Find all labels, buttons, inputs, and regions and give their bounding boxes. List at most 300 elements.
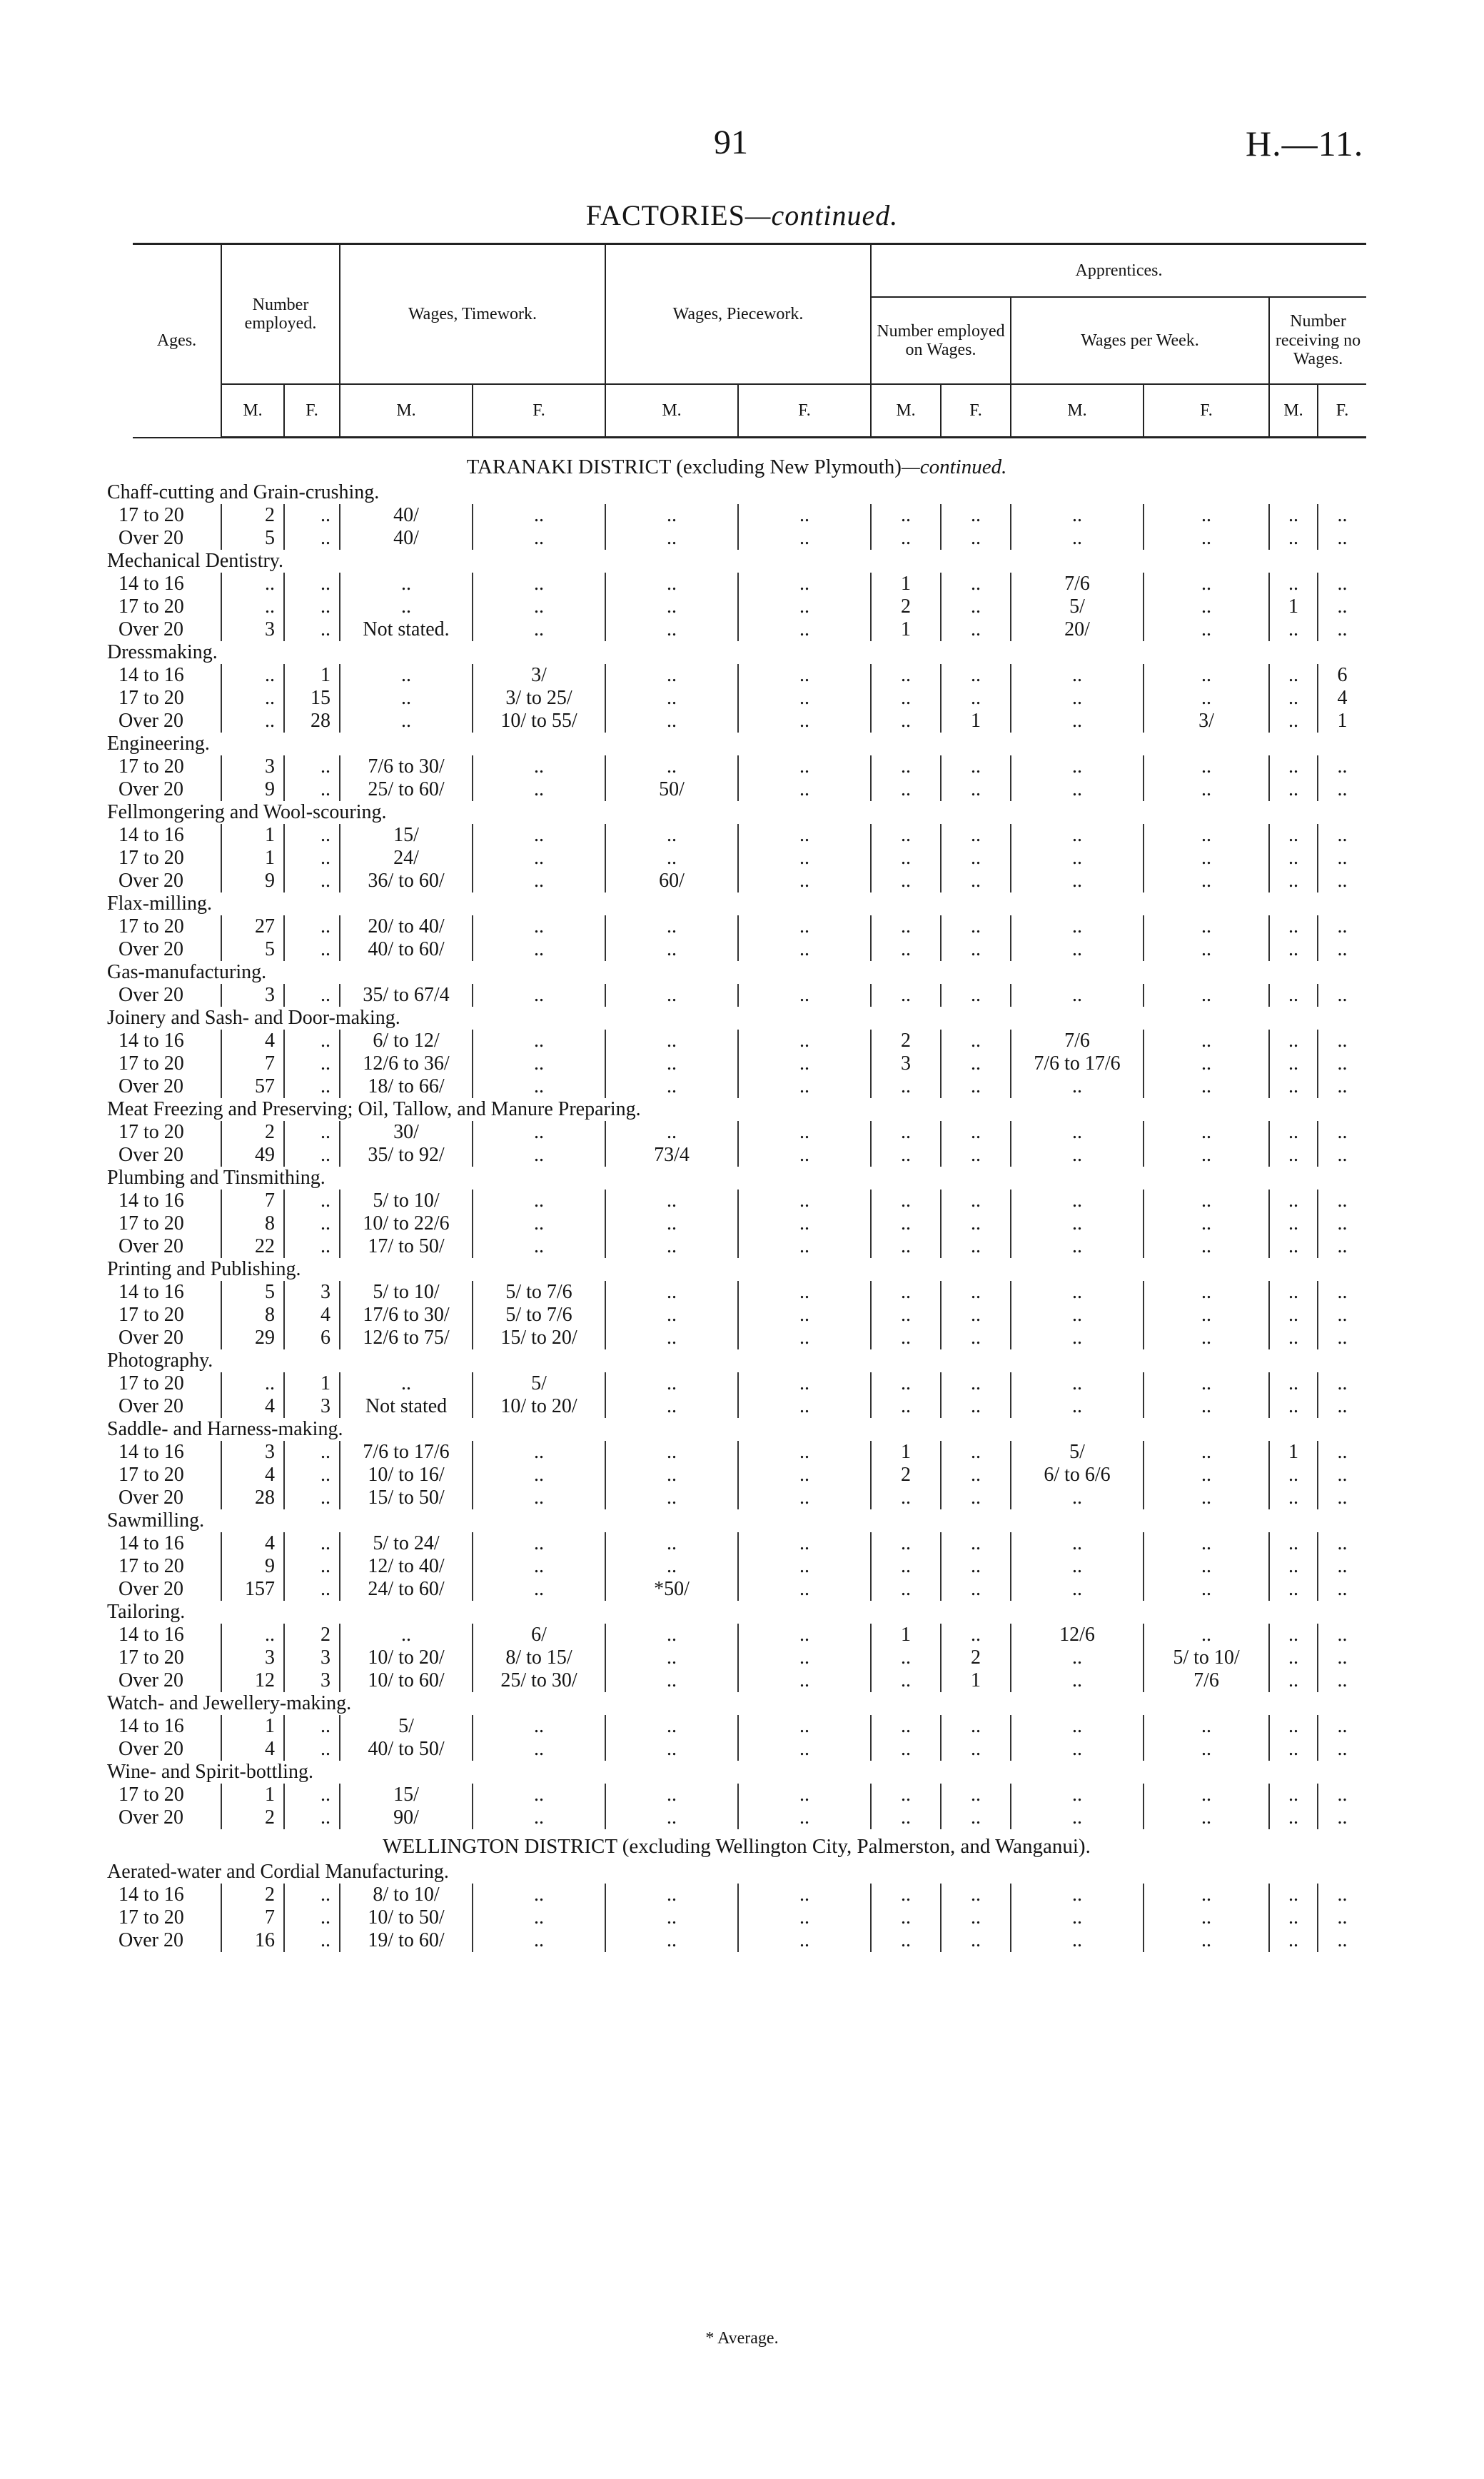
cell-apprentice-employed-f: .. (941, 1906, 1011, 1929)
category-heading (107, 641, 1366, 664)
cell-piecework-m: .. (605, 1487, 738, 1509)
cell-apprentice-employed-f: .. (941, 1144, 1011, 1167)
cell-piecework-m: .. (605, 1327, 738, 1349)
cell-employed-f: .. (284, 573, 340, 595)
cell-apprentice-wages-m: .. (1011, 1884, 1144, 1906)
cell-apprentice-wages-m: .. (1011, 1906, 1144, 1929)
cell-employed-f: .. (284, 1555, 340, 1578)
cell-apprentice-employed-f: .. (941, 1487, 1011, 1509)
cell-piecework-m: .. (605, 527, 738, 550)
cell-employed-m: .. (221, 573, 284, 595)
cell-apprentice-employed-f: .. (941, 915, 1011, 938)
cell-employed-m: 7 (221, 1190, 284, 1212)
cell-apprentice-wages-f: .. (1144, 1441, 1269, 1464)
cell-employed-m: 3 (221, 984, 284, 1007)
cell-apprentice-employed-m: .. (871, 778, 941, 801)
cell-piecework-f: .. (738, 527, 871, 550)
table-row (107, 1906, 1366, 1929)
cell-no-wages-m: .. (1269, 915, 1318, 938)
cell-apprentice-employed-m: .. (871, 824, 941, 847)
cell-timework-f: .. (473, 504, 605, 527)
cell-apprentice-wages-m: .. (1011, 824, 1144, 847)
cell-apprentice-wages-f: .. (1144, 1190, 1269, 1212)
cell-apprentice-employed-f: .. (941, 1624, 1011, 1646)
cell-apprentice-employed-m: .. (871, 1372, 941, 1395)
cell-employed-m: 16 (221, 1929, 284, 1952)
cell-apprentice-wages-m: .. (1011, 778, 1144, 801)
cell-apprentice-employed-f: .. (941, 778, 1011, 801)
cell-age: Over 20 (118, 618, 183, 640)
cell-piecework-f: .. (738, 504, 871, 527)
cell-apprentice-wages-f: .. (1144, 1144, 1269, 1167)
cell-piecework-m: .. (605, 1784, 738, 1806)
cell-no-wages-m: .. (1269, 1532, 1318, 1555)
cell-employed-m: 8 (221, 1304, 284, 1327)
cell-piecework-f: .. (738, 1715, 871, 1738)
cell-apprentice-employed-f: .. (941, 1715, 1011, 1738)
cell-timework-m: 10/ to 22/6 (340, 1212, 473, 1235)
cell-piecework-f: .. (738, 710, 871, 733)
table-row (107, 1464, 1366, 1487)
cell-apprentice-wages-f: .. (1144, 1624, 1269, 1646)
cell-age: 17 to 20 (118, 1052, 184, 1075)
cell-age: Over 20 (118, 938, 183, 960)
cell-age: 17 to 20 (118, 1372, 184, 1394)
cell-employed-f: .. (284, 1784, 340, 1806)
cell-age: Over 20 (118, 870, 183, 892)
table-row (107, 1532, 1366, 1555)
cell-no-wages-m: .. (1269, 938, 1318, 961)
table-row (107, 1929, 1366, 1952)
cell-apprentice-wages-m: .. (1011, 687, 1144, 710)
cell-piecework-f: .. (738, 824, 871, 847)
table-row (107, 1578, 1366, 1601)
cell-apprentice-wages-m: .. (1011, 710, 1144, 733)
cell-piecework-m: .. (605, 1738, 738, 1761)
cell-apprentice-wages-f: .. (1144, 1327, 1269, 1349)
cell-apprentice-wages-m: .. (1011, 915, 1144, 938)
cell-apprentice-wages-m: .. (1011, 1395, 1144, 1418)
cell-employed-f: .. (284, 618, 340, 641)
cell-no-wages-m: .. (1269, 778, 1318, 801)
cell-age: 14 to 16 (118, 1532, 184, 1554)
cell-employed-f: .. (284, 1906, 340, 1929)
heading-label: Plumbing and Tinsmithing. (107, 1167, 325, 1189)
cell-apprentice-wages-f: .. (1144, 1030, 1269, 1052)
cell-apprentice-employed-f: .. (941, 870, 1011, 892)
cell-no-wages-f: .. (1318, 1304, 1366, 1327)
table-row (107, 1555, 1366, 1578)
cell-piecework-f: .. (738, 1555, 871, 1578)
table-row (107, 1715, 1366, 1738)
cell-apprentice-wages-m: .. (1011, 1144, 1144, 1167)
cell-piecework-m: .. (605, 984, 738, 1007)
cell-apprentice-employed-m: .. (871, 847, 941, 870)
cell-no-wages-m: .. (1269, 1464, 1318, 1487)
cell-no-wages-f: 1 (1318, 710, 1366, 733)
cell-timework-f: .. (473, 847, 605, 870)
table-row (107, 1806, 1366, 1829)
cell-piecework-f: .. (738, 1929, 871, 1952)
cell-apprentice-wages-m: .. (1011, 1235, 1144, 1258)
cell-apprentice-wages-f: .. (1144, 573, 1269, 595)
cell-age: Over 20 (118, 1327, 183, 1349)
cell-no-wages-f: .. (1318, 847, 1366, 870)
cell-no-wages-f: .. (1318, 595, 1366, 618)
cell-apprentice-employed-m: .. (871, 1669, 941, 1692)
cell-apprentice-employed-m: .. (871, 1715, 941, 1738)
table-row (107, 1235, 1366, 1258)
column-header-apprentices: Apprentices. (871, 244, 1366, 298)
cell-timework-f: .. (473, 527, 605, 550)
cell-timework-f: .. (473, 573, 605, 595)
cell-timework-m: 12/ to 40/ (340, 1555, 473, 1578)
cell-no-wages-m: .. (1269, 847, 1318, 870)
cell-age: 14 to 16 (118, 664, 184, 686)
cell-no-wages-f: .. (1318, 1929, 1366, 1952)
cell-apprentice-wages-m: 20/ (1011, 618, 1144, 641)
cell-apprentice-employed-m: .. (871, 915, 941, 938)
cell-apprentice-wages-f: .. (1144, 870, 1269, 892)
cell-apprentice-employed-f: .. (941, 1327, 1011, 1349)
table-row (107, 1212, 1366, 1235)
section-title-continued: —continued. (744, 199, 899, 231)
cell-apprentice-employed-f: .. (941, 1052, 1011, 1075)
cell-employed-f: 4 (284, 1304, 340, 1327)
cell-timework-f: .. (473, 1532, 605, 1555)
cell-timework-f: .. (473, 1052, 605, 1075)
cell-apprentice-wages-f: .. (1144, 755, 1269, 778)
column-header-m: M. (221, 384, 284, 438)
cell-employed-m: 9 (221, 1555, 284, 1578)
cell-apprentice-wages-m: 5/ (1011, 595, 1144, 618)
category-heading-text (107, 1418, 1366, 1441)
column-header-f: F. (473, 384, 605, 438)
heading-label: Flax-milling. (107, 892, 212, 915)
column-header-m: M. (1269, 384, 1318, 438)
table-row (107, 1052, 1366, 1075)
table-row (107, 1669, 1366, 1692)
cell-piecework-f: .. (738, 1624, 871, 1646)
cell-no-wages-f: .. (1318, 1281, 1366, 1304)
column-header-number-employed: Number employed. (221, 244, 340, 385)
cell-no-wages-m: .. (1269, 1884, 1318, 1906)
cell-apprentice-wages-m: 6/ to 6/6 (1011, 1464, 1144, 1487)
cell-no-wages-m: .. (1269, 1075, 1318, 1098)
heading-continued: —continued. (901, 456, 1007, 478)
category-heading (107, 481, 1366, 504)
cell-apprentice-employed-m: 2 (871, 1030, 941, 1052)
cell-piecework-f: .. (738, 1372, 871, 1395)
cell-employed-f: 6 (284, 1327, 340, 1349)
cell-timework-m: 8/ to 10/ (340, 1884, 473, 1906)
cell-no-wages-m: .. (1269, 1715, 1318, 1738)
cell-piecework-f: .. (738, 778, 871, 801)
cell-piecework-f: .. (738, 1052, 871, 1075)
cell-no-wages-f: 6 (1318, 664, 1366, 687)
cell-apprentice-wages-f: .. (1144, 687, 1269, 710)
cell-employed-m: 3 (221, 618, 284, 641)
category-heading (107, 1509, 1366, 1532)
column-header-f: F. (941, 384, 1011, 438)
cell-piecework-f: .. (738, 1884, 871, 1906)
cell-piecework-f: .. (738, 1235, 871, 1258)
cell-no-wages-f: .. (1318, 870, 1366, 892)
district-heading-text (107, 1829, 1366, 1861)
cell-apprentice-employed-f: .. (941, 1075, 1011, 1098)
cell-piecework-m: .. (605, 710, 738, 733)
cell-timework-m: Not stated (340, 1395, 473, 1418)
category-heading-text (107, 481, 1366, 504)
cell-timework-m: 36/ to 60/ (340, 870, 473, 892)
cell-timework-f: .. (473, 1738, 605, 1761)
heading-label: Engineering. (107, 733, 210, 755)
cell-no-wages-f: .. (1318, 1190, 1366, 1212)
table-row (107, 1395, 1366, 1418)
cell-apprentice-wages-f: .. (1144, 1281, 1269, 1304)
cell-no-wages-m: 1 (1269, 595, 1318, 618)
cell-apprentice-wages-f: .. (1144, 1906, 1269, 1929)
cell-employed-f: 1 (284, 664, 340, 687)
heading-label: Chaff-cutting and Grain-crushing. (107, 481, 380, 503)
column-header-m: M. (1011, 384, 1144, 438)
cell-timework-m: 12/6 to 75/ (340, 1327, 473, 1349)
cell-apprentice-employed-f: .. (941, 1578, 1011, 1601)
cell-apprentice-wages-m: .. (1011, 1281, 1144, 1304)
cell-no-wages-m: .. (1269, 755, 1318, 778)
cell-timework-m: .. (340, 1372, 473, 1395)
cell-apprentice-employed-m: 1 (871, 573, 941, 595)
table-row (107, 1738, 1366, 1761)
cell-apprentice-employed-m: .. (871, 687, 941, 710)
cell-employed-m: 7 (221, 1906, 284, 1929)
cell-no-wages-f: .. (1318, 778, 1366, 801)
cell-piecework-f: .. (738, 755, 871, 778)
cell-employed-m: .. (221, 1624, 284, 1646)
cell-timework-m: 40/ (340, 527, 473, 550)
cell-apprentice-employed-m: .. (871, 1281, 941, 1304)
cell-no-wages-m: .. (1269, 1784, 1318, 1806)
cell-apprentice-wages-f: .. (1144, 1304, 1269, 1327)
cell-apprentice-wages-m: .. (1011, 1784, 1144, 1806)
table-row (107, 710, 1366, 733)
category-heading-text (107, 733, 1366, 755)
cell-piecework-f: .. (738, 1784, 871, 1806)
category-heading (107, 801, 1366, 824)
cell-employed-m: 2 (221, 1806, 284, 1829)
cell-apprentice-employed-m: .. (871, 1555, 941, 1578)
cell-piecework-f: .. (738, 1906, 871, 1929)
cell-employed-f: .. (284, 1212, 340, 1235)
cell-timework-m: 40/ to 60/ (340, 938, 473, 961)
cell-age: 17 to 20 (118, 1464, 184, 1486)
cell-piecework-f: .. (738, 847, 871, 870)
cell-apprentice-employed-f: .. (941, 847, 1011, 870)
cell-timework-m: 18/ to 66/ (340, 1075, 473, 1098)
cell-piecework-f: .. (738, 915, 871, 938)
table-row (107, 1304, 1366, 1327)
table-row (107, 618, 1366, 641)
cell-apprentice-wages-m: .. (1011, 870, 1144, 892)
cell-piecework-f: .. (738, 1806, 871, 1829)
cell-apprentice-employed-f: .. (941, 618, 1011, 641)
category-heading (107, 1007, 1366, 1030)
cell-apprentice-employed-f: .. (941, 504, 1011, 527)
cell-no-wages-m: .. (1269, 1906, 1318, 1929)
cell-piecework-m: .. (605, 1212, 738, 1235)
table-row (107, 573, 1366, 595)
cell-apprentice-employed-m: .. (871, 1806, 941, 1829)
category-heading (107, 1692, 1366, 1715)
cell-employed-m: 49 (221, 1144, 284, 1167)
cell-employed-f: .. (284, 1075, 340, 1098)
cell-no-wages-m: .. (1269, 1487, 1318, 1509)
cell-apprentice-wages-f: .. (1144, 847, 1269, 870)
category-heading-text (107, 1007, 1366, 1030)
cell-age: 14 to 16 (118, 824, 184, 846)
cell-apprentice-employed-m: 2 (871, 595, 941, 618)
column-header-wages-piecework: Wages, Piecework. (605, 244, 871, 385)
cell-age: Over 20 (118, 710, 183, 732)
table-row (107, 1281, 1366, 1304)
cell-employed-f: 2 (284, 1624, 340, 1646)
cell-apprentice-employed-f: 2 (941, 1646, 1011, 1669)
cell-apprentice-wages-f: .. (1144, 618, 1269, 641)
cell-apprentice-wages-m: .. (1011, 984, 1144, 1007)
cell-apprentice-employed-f: .. (941, 1212, 1011, 1235)
category-heading (107, 1601, 1366, 1624)
cell-timework-m: 15/ (340, 824, 473, 847)
cell-piecework-m: .. (605, 1441, 738, 1464)
table-row (107, 847, 1366, 870)
cell-timework-f: .. (473, 1784, 605, 1806)
cell-apprentice-employed-f: .. (941, 1281, 1011, 1304)
cell-piecework-m: .. (605, 1464, 738, 1487)
cell-piecework-m: .. (605, 1555, 738, 1578)
cell-timework-f: .. (473, 618, 605, 641)
cell-apprentice-wages-f: .. (1144, 1395, 1269, 1418)
cell-no-wages-m: .. (1269, 1327, 1318, 1349)
cell-timework-m: 5/ to 24/ (340, 1532, 473, 1555)
cell-apprentice-wages-m: .. (1011, 938, 1144, 961)
table-row (107, 870, 1366, 892)
cell-apprentice-employed-m: .. (871, 664, 941, 687)
cell-age: 17 to 20 (118, 1121, 184, 1143)
cell-apprentice-wages-m: .. (1011, 1121, 1144, 1144)
table-row (107, 984, 1366, 1007)
cell-employed-m: 4 (221, 1532, 284, 1555)
cell-timework-f: .. (473, 1030, 605, 1052)
cell-piecework-f: .. (738, 1464, 871, 1487)
cell-no-wages-m: .. (1269, 618, 1318, 641)
cell-apprentice-employed-f: .. (941, 755, 1011, 778)
cell-piecework-m: .. (605, 504, 738, 527)
cell-piecework-m: .. (605, 1669, 738, 1692)
cell-no-wages-f: .. (1318, 1075, 1366, 1098)
cell-timework-f: .. (473, 915, 605, 938)
cell-timework-m: 35/ to 67/4 (340, 984, 473, 1007)
cell-apprentice-wages-m: .. (1011, 1304, 1144, 1327)
cell-apprentice-employed-f: .. (941, 1235, 1011, 1258)
cell-employed-f: .. (284, 915, 340, 938)
cell-no-wages-f: .. (1318, 824, 1366, 847)
cell-apprentice-wages-f: .. (1144, 1532, 1269, 1555)
cell-employed-m: 5 (221, 1281, 284, 1304)
table-row (107, 527, 1366, 550)
cell-age: Over 20 (118, 1395, 183, 1417)
cell-piecework-m: 73/4 (605, 1144, 738, 1167)
cell-timework-f: .. (473, 1906, 605, 1929)
cell-age: 17 to 20 (118, 1304, 184, 1326)
cell-age: 14 to 16 (118, 573, 184, 595)
cell-apprentice-wages-m: .. (1011, 1327, 1144, 1349)
category-heading-text (107, 892, 1366, 915)
document-reference: H.—11. (1246, 124, 1364, 164)
cell-apprentice-employed-m: .. (871, 870, 941, 892)
cell-timework-f: .. (473, 1464, 605, 1487)
cell-employed-f: .. (284, 1441, 340, 1464)
table-row (107, 1144, 1366, 1167)
cell-piecework-f: .. (738, 938, 871, 961)
heading-label: Fellmongering and Wool-scouring. (107, 801, 387, 823)
cell-timework-f: .. (473, 1487, 605, 1509)
cell-apprentice-employed-f: .. (941, 1532, 1011, 1555)
cell-no-wages-m: .. (1269, 824, 1318, 847)
table-row (107, 938, 1366, 961)
table-row (107, 1441, 1366, 1464)
cell-age: Over 20 (118, 984, 183, 1006)
cell-timework-m: 10/ to 60/ (340, 1669, 473, 1692)
cell-no-wages-f: .. (1318, 1532, 1366, 1555)
cell-employed-m: 7 (221, 1052, 284, 1075)
cell-employed-f: 28 (284, 710, 340, 733)
cell-apprentice-employed-m: 1 (871, 1624, 941, 1646)
cell-apprentice-wages-f: .. (1144, 1555, 1269, 1578)
cell-apprentice-wages-m: .. (1011, 1532, 1144, 1555)
cell-age: Over 20 (118, 527, 183, 549)
cell-timework-m: .. (340, 664, 473, 687)
cell-apprentice-wages-f: .. (1144, 1578, 1269, 1601)
cell-apprentice-wages-f: .. (1144, 1235, 1269, 1258)
cell-employed-m: 4 (221, 1030, 284, 1052)
cell-age: Over 20 (118, 1669, 183, 1691)
category-heading (107, 1258, 1366, 1281)
cell-timework-m: .. (340, 595, 473, 618)
cell-employed-f: .. (284, 984, 340, 1007)
category-heading-text (107, 1349, 1366, 1372)
cell-apprentice-employed-m: .. (871, 1144, 941, 1167)
column-header-ages: Ages. (133, 244, 221, 438)
category-heading-text (107, 1692, 1366, 1715)
cell-no-wages-f: .. (1318, 618, 1366, 641)
column-header-apprentices-no-wages: Number receiving no Wages. (1269, 297, 1366, 384)
cell-employed-f: .. (284, 1884, 340, 1906)
cell-piecework-f: .. (738, 687, 871, 710)
cell-apprentice-employed-m: .. (871, 755, 941, 778)
cell-apprentice-employed-m: 1 (871, 618, 941, 641)
cell-employed-m: 12 (221, 1669, 284, 1692)
category-heading-text (107, 1258, 1366, 1281)
category-heading (107, 1861, 1366, 1884)
cell-apprentice-employed-f: .. (941, 1030, 1011, 1052)
table-row (107, 824, 1366, 847)
cell-timework-f: .. (473, 1884, 605, 1906)
category-heading-text (107, 550, 1366, 573)
column-header-table (133, 243, 1366, 438)
cell-apprentice-wages-m: .. (1011, 1555, 1144, 1578)
cell-apprentice-employed-f: .. (941, 1395, 1011, 1418)
cell-piecework-m: .. (605, 755, 738, 778)
